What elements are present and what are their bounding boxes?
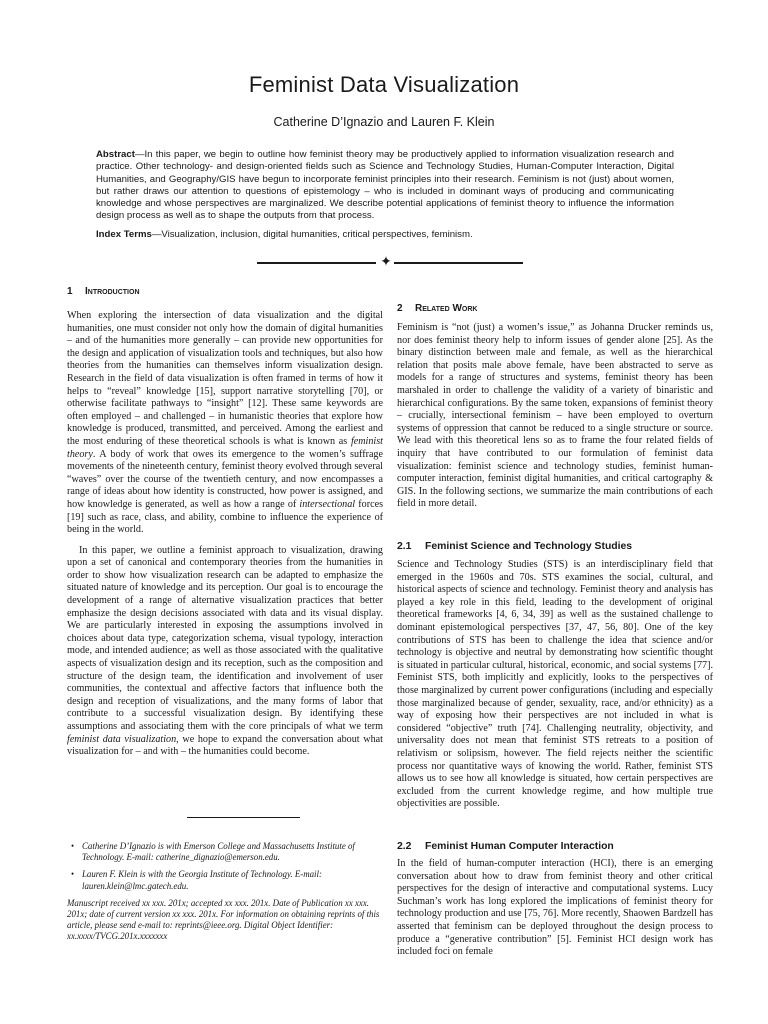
abstract-label: Abstract [96,149,135,160]
index-terms-label: Index Terms [96,229,152,240]
footnote-author-1 [67,841,383,863]
bullet: • [71,841,75,851]
text-run: forces [19] such as race, class, and ability, combine to influence the experience of being in the world. [67,498,384,536]
index-terms [96,229,674,241]
text-run: When exploring the intersection of data visualization and the digital humanities, one must consider not only how the domain of digital humanities – and of the humanities more generally – can provide new opportunities for the design and application of visualization tools and techniques, but also how theories from the humanities can themselves inform visualization design. Research in the field of data visualization is often framed in terms of how it helps to “reveal” knowledge [15], support narrative storytelling [70], or otherwise facilitate pathways to “insight” [12]. These same keywords are often employed – and challenged – in humanistic theories that explore how knowledge is produced, transmitted, and perceived. Among the earliest and the most enduring of these theoretical schools is what is known as [67,310,383,447]
text-run: In this paper, we outline a feminist approach to visualization, drawing upon a set of canonical and contemporary theories from the humanities in order to show how visualization research can be adapted to emphasize the situated nature of knowledge and its perception. Our goal is to encourage the development of a range of alternative visualization practices that better emphasize the design decisions associated with data and its visual display. We are particularly interested in exposing the assumptions involved in choices about data type, categorization schema, visual typology, interaction mode, and intended audience; as well as those associated with the qualitative aspects of visualization design and its reception, such as the composition and structure of the design team, the identification and involvement of user communities, the contextual and affective factors that influence both the design and reception of visualizations, and the many forms of labor that contribute to a successful visualization design. By identifying these assumptions and associating them with the core principals of what we term [67,544,383,732]
paper-title: Feminist Data Visualization [248,72,520,97]
subsection-number: 2.2 [397,841,412,852]
section-title: Introduction [85,286,140,297]
abstract-text: —In this paper, we begin to outline how feminist theory may be productively applied to information visualization research and practice. Other technology- and design-oriented fields such as Science and Technology Studies, Human-Computer Interaction, Digital Humanities, and Geography/GIS have begun to incorporate feminist principles into their research. Feminism is not (just) about women, but rather draws our attention to questions of epistemology – who is included in dominant ways of producing and communicating knowledge and whose perspectives are marginalized. We describe potential applications of feminist theory to influence the information design process as well as to shape the outputs from that process. [96,149,674,222]
bullet: • [71,869,75,880]
divider-diamond-icon: ✦ [380,254,392,270]
subsection-heading-hci [397,841,614,852]
paper-authors: Catherine D’Ignazio and Lauren F. Klein [273,115,495,129]
left-column [67,310,383,759]
footnote-author-2 [67,869,383,891]
intro-paragraph-2 [67,545,383,759]
footnote-rule [187,817,300,818]
abstract [96,149,674,223]
footnote-text: Lauren F. Klein is with the Georgia Institute of Technology. E-mail: lauren.klein@lmc.gatech.edu. [82,869,322,891]
divider-rule-right [394,262,523,264]
sts-paragraph: Science and Technology Studies (STS) is an interdisciplinary field that emerged in the 1960s and 70s. STS examines the social, cultural, and historical aspects of science and technology. Feminist theory and analysis has played a key role in this field, leading to the development of original theoretical frameworks [4, 6, 34, 39] as well as the sustained challenge to dominant epistemological perspectives [37, 47, 56, 80]. One of the key contributions of STS has been to challenge the idea that science and/or technology is objective and neutral by demonstrating how scientific thought is situated in particular cultural, historical, economic, and social systems [77]. Feminist STS, both implicitly and explicitly, looks to the perspectives of those marginalized by current power configurations (including and especially those marginalized because of gender, sexuality, race, and/or ethnicity) as a way of exposing how their perspectives are not included in what is considered “objective” truth [74]. Challenging neutrality, objectivity, and universality does not mean that feminist STS retreats to a position of relativism or solipsism, however. The field rejects neither the scientific process nor quantitative ways of knowing the world. Rather, feminist STS allows us to see how all knowledge is situated, how certain perspectives are excluded from the current knowledge regime, and how multiple true objectivities are possible. [397,559,713,810]
section-number: 2 [397,303,403,314]
section-heading-related-work [397,303,477,314]
subsection-heading-sts [397,541,632,552]
subsection-number: 2.1 [397,541,412,552]
index-terms-text: —Visualization, inclusion, digital humanities, critical perspectives, feminism. [151,229,473,240]
emphasis-intersectional: intersectional [299,498,356,510]
subsection-title: Feminist Science and Technology Studies [425,541,633,552]
hci-paragraph: In the field of human-computer interaction (HCI), there is an emerging conversation about how to draw from feminist theory and other critical perspectives for the design of interactive and computational systems. Lucy Suchman’s work has long explored the implications of feminist theory for technology production and use [75, 76]. More recently, Shaowen Bardzell has asserted that feminism can be deployed throughout the design process to produce a “generative contribution” [5]. Feminist HCI design work has included foci on female [397,858,713,958]
section-title: Related Work [415,303,478,314]
intro-paragraph-1 [67,310,383,537]
section-heading-introduction [67,286,140,297]
divider-rule-left [257,262,376,264]
manuscript-info: Manuscript received xx xxx. 201x; accepted xx xxx. 201x. Date of Publication xx xxx. 201x; date of current version xx xxx. 201x. For information on obtaining reprints of this article, please send e-mail to: reprints@ieee.org. Digital Object Identifier: xx.xxxx/TVCG.201x.xxxxxxx [67,897,380,942]
footnotes [67,841,383,943]
text-run: , we hope to expand the conversation about what visualization for – and with – the humanities could become. [67,733,383,758]
subsection-title: Feminist Human Computer Interaction [425,841,614,852]
footnote-text: Catherine D’Ignazio is with Emerson College and Massachusetts Institute of Technology. E-mail: catherine_dignazio@emerson.edu. [82,841,355,863]
emphasis-feminist-theory: feminist theory [67,435,383,460]
section-number: 1 [67,286,73,297]
emphasis-feminist-data-viz: feminist data visualization [67,733,177,745]
related-work-paragraph: Feminism is “not (just) a women’s issue,” as Johanna Drucker reminds us, nor does feminist theory help to inform issues of gender alone [25]. As the binary distinction between male and female, as well as the hierarchical relation that posits male above female, have been abstracted to serve as models for a range of structures and systems, feminist theory has been marshaled in order to challenge the validity of a variety of binaristic and hierarchical configurations. By the same token, expansions of feminist theory – crucially, intersectional feminism – have been employed to overturn systems of oppression that cannot be reduced to a single structure or source. We lead with this theoretical lens so as to frame the four related fields of inquiry that have contributed to our formulation of feminist data visualization: feminist science and technology studies, feminist human-computer interaction, feminist digital humanities, and critical cartography & GIS. In the following sections, we summarize the main contributions of each field in more detail. [397,322,713,510]
text-run: . A body of work that owes its emergence to the women’s suffrage movements of the nineteenth century, feminist theory evolved through several “waves” over the course of the twentieth century, and now encompasses a range of ideas about how identity is constructed, how power is assigned, and how knowledge is generated, as well as how a range of [67,448,383,510]
